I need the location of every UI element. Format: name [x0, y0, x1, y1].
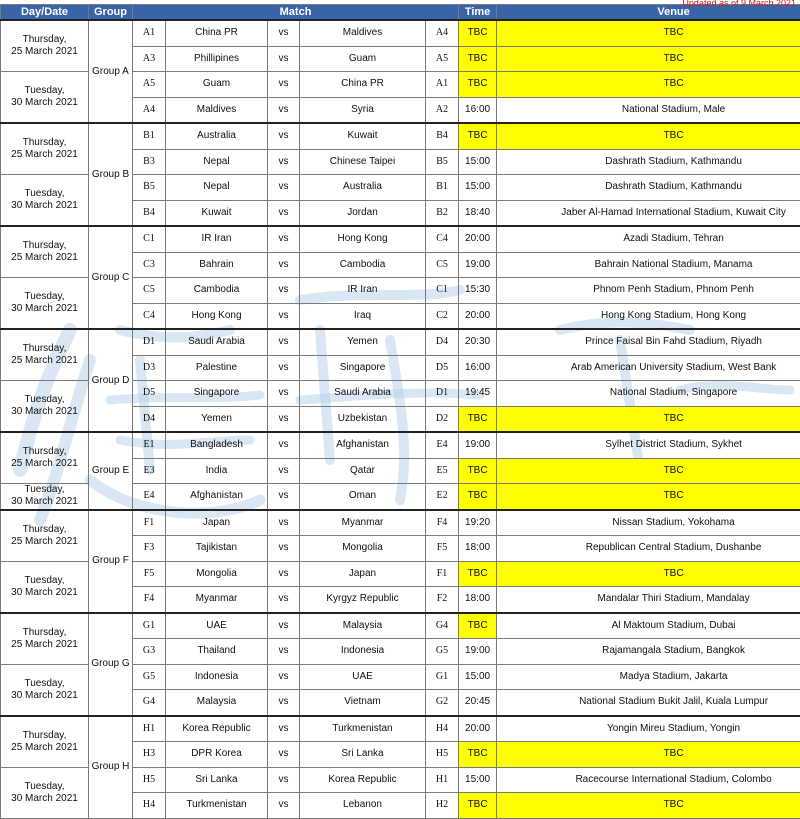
home-code-cell: G4 — [133, 690, 166, 716]
home-team-cell: Guam — [166, 72, 268, 98]
vs-cell: vs — [268, 303, 300, 329]
kickoff-time-cell: 15:30 — [459, 278, 497, 304]
venue-cell: Dashrath Stadium, Kathmandu — [497, 175, 800, 201]
away-code-cell: B5 — [426, 149, 459, 175]
venue-cell: Prince Faisal Bin Fahd Stadium, Riyadh — [497, 329, 800, 355]
group-name-cell: Group F — [89, 510, 133, 613]
away-code-cell: A1 — [426, 72, 459, 98]
match-row — [1, 716, 800, 742]
home-team-cell: Australia — [166, 123, 268, 149]
home-code-cell: C3 — [133, 252, 166, 278]
home-team-cell: Kuwait — [166, 200, 268, 226]
vs-cell: vs — [268, 175, 300, 201]
kickoff-time-cell: 16:00 — [459, 97, 497, 123]
kickoff-time-cell: TBC — [459, 72, 497, 98]
day-date-cell: Tuesday, 30 March 2021 — [1, 484, 89, 510]
home-team-cell: Turkmenistan — [166, 793, 268, 819]
away-code-cell: D2 — [426, 406, 459, 432]
vs-cell: vs — [268, 742, 300, 768]
vs-cell: vs — [268, 406, 300, 432]
venue-cell: Sylhet District Stadium, Sykhet — [497, 432, 800, 458]
vs-cell: vs — [268, 200, 300, 226]
home-team-cell: Cambodia — [166, 278, 268, 304]
kickoff-time-cell: 18:00 — [459, 587, 497, 613]
away-code-cell: A4 — [426, 20, 459, 46]
kickoff-time-cell: TBC — [459, 458, 497, 484]
vs-cell: vs — [268, 716, 300, 742]
away-code-cell: D1 — [426, 381, 459, 407]
header-row — [1, 5, 800, 21]
away-code-cell: F2 — [426, 587, 459, 613]
update-note: Updated as of 9 March 2021 — [682, 0, 796, 8]
home-code-cell: C1 — [133, 226, 166, 252]
venue-cell: TBC — [497, 20, 800, 46]
vs-cell: vs — [268, 20, 300, 46]
home-code-cell: A3 — [133, 46, 166, 72]
home-team-cell: Tajikistan — [166, 536, 268, 562]
group-name-cell: Group G — [89, 613, 133, 716]
away-code-cell: E5 — [426, 458, 459, 484]
home-team-cell: Yemen — [166, 406, 268, 432]
home-code-cell: A4 — [133, 97, 166, 123]
away-code-cell: D5 — [426, 355, 459, 381]
home-code-cell: B3 — [133, 149, 166, 175]
vs-cell: vs — [268, 690, 300, 716]
home-code-cell: D4 — [133, 406, 166, 432]
home-code-cell: H4 — [133, 793, 166, 819]
away-code-cell: G5 — [426, 639, 459, 665]
away-code-cell: C4 — [426, 226, 459, 252]
vs-cell: vs — [268, 561, 300, 587]
away-team-cell: Hong Kong — [300, 226, 426, 252]
venue-cell: Phnom Penh Stadium, Phnom Penh — [497, 278, 800, 304]
vs-cell: vs — [268, 278, 300, 304]
home-team-cell: Nepal — [166, 149, 268, 175]
fixtures-table — [0, 4, 800, 819]
vs-cell: vs — [268, 664, 300, 690]
venue-cell: Nissan Stadium, Yokohama — [497, 510, 800, 536]
away-team-cell: UAE — [300, 664, 426, 690]
vs-cell: vs — [268, 432, 300, 458]
match-row — [1, 613, 800, 639]
venue-cell: Racecourse International Stadium, Colombo — [497, 767, 800, 793]
away-team-cell: Lebanon — [300, 793, 426, 819]
vs-cell: vs — [268, 587, 300, 613]
venue-cell: Madya Stadium, Jakarta — [497, 664, 800, 690]
home-team-cell: Afghanistan — [166, 484, 268, 510]
venue-cell: TBC — [497, 484, 800, 510]
home-team-cell: India — [166, 458, 268, 484]
home-code-cell: F4 — [133, 587, 166, 613]
vs-cell: vs — [268, 381, 300, 407]
venue-cell: National Stadium, Male — [497, 97, 800, 123]
kickoff-time-cell: 19:00 — [459, 639, 497, 665]
day-date-cell: Thursday, 25 March 2021 — [1, 20, 89, 72]
away-team-cell: Australia — [300, 175, 426, 201]
home-code-cell: B1 — [133, 123, 166, 149]
match-row — [1, 329, 800, 355]
home-code-cell: H1 — [133, 716, 166, 742]
away-code-cell: G4 — [426, 613, 459, 639]
vs-cell: vs — [268, 252, 300, 278]
day-date-cell: Tuesday, 30 March 2021 — [1, 561, 89, 613]
vs-cell: vs — [268, 97, 300, 123]
away-team-cell: Iraq — [300, 303, 426, 329]
kickoff-time-cell: 18:40 — [459, 200, 497, 226]
away-code-cell: H1 — [426, 767, 459, 793]
away-team-cell: Cambodia — [300, 252, 426, 278]
home-team-cell: Bahrain — [166, 252, 268, 278]
day-date-cell: Thursday, 25 March 2021 — [1, 329, 89, 381]
vs-cell: vs — [268, 613, 300, 639]
away-code-cell: H4 — [426, 716, 459, 742]
venue-cell: Al Maktoum Stadium, Dubai — [497, 613, 800, 639]
match-row — [1, 20, 800, 46]
away-team-cell: Kyrgyz Republic — [300, 587, 426, 613]
home-code-cell: B5 — [133, 175, 166, 201]
venue-cell: Azadi Stadium, Tehran — [497, 226, 800, 252]
venue-cell: Hong Kong Stadium, Hong Kong — [497, 303, 800, 329]
home-team-cell: Malaysia — [166, 690, 268, 716]
away-team-cell: Mongolia — [300, 536, 426, 562]
kickoff-time-cell: 15:00 — [459, 149, 497, 175]
venue-cell: Yongin Mireu Stadium, Yongin — [497, 716, 800, 742]
away-team-cell: Maldives — [300, 20, 426, 46]
kickoff-time-cell: TBC — [459, 484, 497, 510]
away-team-cell: Turkmenistan — [300, 716, 426, 742]
vs-cell: vs — [268, 639, 300, 665]
home-team-cell: UAE — [166, 613, 268, 639]
venue-cell: Republican Central Stadium, Dushanbe — [497, 536, 800, 562]
day-date-cell: Tuesday, 30 March 2021 — [1, 72, 89, 124]
away-team-cell: Japan — [300, 561, 426, 587]
venue-cell: Jaber Al-Hamad International Stadium, Kuwait City — [497, 200, 800, 226]
vs-cell: vs — [268, 510, 300, 536]
kickoff-time-cell: 20:00 — [459, 303, 497, 329]
header-venue: Venue — [497, 5, 800, 21]
away-team-cell: Yemen — [300, 329, 426, 355]
away-team-cell: Uzbekistan — [300, 406, 426, 432]
kickoff-time-cell: 19:45 — [459, 381, 497, 407]
kickoff-time-cell: TBC — [459, 46, 497, 72]
kickoff-time-cell: TBC — [459, 613, 497, 639]
group-name-cell: Group A — [89, 20, 133, 123]
venue-cell: National Stadium Bukit Jalil, Kuala Lumpur — [497, 690, 800, 716]
away-code-cell: F5 — [426, 536, 459, 562]
home-team-cell: Myanmar — [166, 587, 268, 613]
home-code-cell: E4 — [133, 484, 166, 510]
venue-cell: Mandalar Thiri Stadium, Mandalay — [497, 587, 800, 613]
day-date-cell: Thursday, 25 March 2021 — [1, 432, 89, 484]
away-team-cell: Korea Republic — [300, 767, 426, 793]
away-team-cell: Singapore — [300, 355, 426, 381]
venue-cell: TBC — [497, 406, 800, 432]
day-date-cell: Thursday, 25 March 2021 — [1, 226, 89, 278]
home-code-cell: F3 — [133, 536, 166, 562]
home-code-cell: A5 — [133, 72, 166, 98]
home-team-cell: Korea Republic — [166, 716, 268, 742]
home-code-cell: B4 — [133, 200, 166, 226]
home-team-cell: DPR Korea — [166, 742, 268, 768]
kickoff-time-cell: TBC — [459, 123, 497, 149]
home-team-cell: IR Iran — [166, 226, 268, 252]
away-team-cell: Indonesia — [300, 639, 426, 665]
away-code-cell: A5 — [426, 46, 459, 72]
home-team-cell: Indonesia — [166, 664, 268, 690]
vs-cell: vs — [268, 149, 300, 175]
vs-cell: vs — [268, 793, 300, 819]
vs-cell: vs — [268, 329, 300, 355]
home-team-cell: Palestine — [166, 355, 268, 381]
away-code-cell: E2 — [426, 484, 459, 510]
away-team-cell: Chinese Taipei — [300, 149, 426, 175]
kickoff-time-cell: 19:00 — [459, 252, 497, 278]
away-team-cell: Syria — [300, 97, 426, 123]
away-code-cell: C1 — [426, 278, 459, 304]
match-row — [1, 123, 800, 149]
away-code-cell: H2 — [426, 793, 459, 819]
kickoff-time-cell: TBC — [459, 406, 497, 432]
vs-cell: vs — [268, 458, 300, 484]
venue-cell: National Stadium, Singapore — [497, 381, 800, 407]
day-date-cell: Tuesday, 30 March 2021 — [1, 664, 89, 716]
venue-cell: TBC — [497, 458, 800, 484]
kickoff-time-cell: 20:30 — [459, 329, 497, 355]
vs-cell: vs — [268, 226, 300, 252]
vs-cell: vs — [268, 355, 300, 381]
away-team-cell: Sri Lanka — [300, 742, 426, 768]
venue-cell: Dashrath Stadium, Kathmandu — [497, 149, 800, 175]
kickoff-time-cell: 18:00 — [459, 536, 497, 562]
vs-cell: vs — [268, 72, 300, 98]
venue-cell: TBC — [497, 46, 800, 72]
away-team-cell: Myanmar — [300, 510, 426, 536]
kickoff-time-cell: 20:00 — [459, 226, 497, 252]
away-code-cell: E4 — [426, 432, 459, 458]
home-team-cell: Maldives — [166, 97, 268, 123]
venue-cell: Bahrain National Stadium, Manama — [497, 252, 800, 278]
home-code-cell: E1 — [133, 432, 166, 458]
vs-cell: vs — [268, 123, 300, 149]
away-code-cell: B4 — [426, 123, 459, 149]
home-code-cell: E3 — [133, 458, 166, 484]
header-group: Group — [89, 5, 133, 21]
venue-cell: TBC — [497, 742, 800, 768]
match-row — [1, 226, 800, 252]
vs-cell: vs — [268, 46, 300, 72]
match-row — [1, 510, 800, 536]
away-code-cell: A2 — [426, 97, 459, 123]
away-code-cell: G1 — [426, 664, 459, 690]
kickoff-time-cell: TBC — [459, 793, 497, 819]
home-code-cell: G1 — [133, 613, 166, 639]
home-code-cell: C5 — [133, 278, 166, 304]
header-day-date: Day/Date — [1, 5, 89, 21]
away-team-cell: Guam — [300, 46, 426, 72]
home-code-cell: D1 — [133, 329, 166, 355]
match-row — [1, 432, 800, 458]
venue-cell: Arab American University Stadium, West Bank — [497, 355, 800, 381]
away-code-cell: C2 — [426, 303, 459, 329]
group-name-cell: Group B — [89, 123, 133, 226]
home-team-cell: Hong Kong — [166, 303, 268, 329]
away-team-cell: Oman — [300, 484, 426, 510]
away-code-cell: D4 — [426, 329, 459, 355]
group-name-cell: Group E — [89, 432, 133, 510]
vs-cell: vs — [268, 536, 300, 562]
away-team-cell: IR Iran — [300, 278, 426, 304]
home-team-cell: Sri Lanka — [166, 767, 268, 793]
home-team-cell: Saudi Arabia — [166, 329, 268, 355]
kickoff-time-cell: 16:00 — [459, 355, 497, 381]
fixtures-body — [1, 20, 800, 818]
away-team-cell: China PR — [300, 72, 426, 98]
home-code-cell: D5 — [133, 381, 166, 407]
home-code-cell: F1 — [133, 510, 166, 536]
away-team-cell: Vietnam — [300, 690, 426, 716]
kickoff-time-cell: 19:00 — [459, 432, 497, 458]
day-date-cell: Thursday, 25 March 2021 — [1, 716, 89, 768]
header-match: Match — [133, 5, 459, 21]
group-name-cell: Group D — [89, 329, 133, 432]
home-team-cell: Thailand — [166, 639, 268, 665]
away-team-cell: Qatar — [300, 458, 426, 484]
venue-cell: TBC — [497, 72, 800, 98]
home-code-cell: G5 — [133, 664, 166, 690]
home-team-cell: Japan — [166, 510, 268, 536]
away-code-cell: H5 — [426, 742, 459, 768]
group-name-cell: Group C — [89, 226, 133, 329]
header-time: Time — [459, 5, 497, 21]
away-team-cell: Saudi Arabia — [300, 381, 426, 407]
kickoff-time-cell: TBC — [459, 20, 497, 46]
vs-cell: vs — [268, 484, 300, 510]
day-date-cell: Tuesday, 30 March 2021 — [1, 767, 89, 818]
home-code-cell: A1 — [133, 20, 166, 46]
away-code-cell: C5 — [426, 252, 459, 278]
home-team-cell: Singapore — [166, 381, 268, 407]
day-date-cell: Thursday, 25 March 2021 — [1, 613, 89, 665]
kickoff-time-cell: 15:00 — [459, 767, 497, 793]
away-code-cell: B2 — [426, 200, 459, 226]
venue-cell: Rajamangala Stadium, Bangkok — [497, 639, 800, 665]
away-code-cell: F4 — [426, 510, 459, 536]
venue-cell: TBC — [497, 123, 800, 149]
day-date-cell: Thursday, 25 March 2021 — [1, 510, 89, 562]
home-code-cell: D3 — [133, 355, 166, 381]
away-code-cell: F1 — [426, 561, 459, 587]
home-team-cell: Mongolia — [166, 561, 268, 587]
group-name-cell: Group H — [89, 716, 133, 819]
away-team-cell: Malaysia — [300, 613, 426, 639]
home-code-cell: H5 — [133, 767, 166, 793]
home-code-cell: G3 — [133, 639, 166, 665]
kickoff-time-cell: 20:00 — [459, 716, 497, 742]
kickoff-time-cell: 20:45 — [459, 690, 497, 716]
away-team-cell: Kuwait — [300, 123, 426, 149]
home-team-cell: Bangladesh — [166, 432, 268, 458]
away-code-cell: G2 — [426, 690, 459, 716]
away-code-cell: B1 — [426, 175, 459, 201]
home-code-cell: C4 — [133, 303, 166, 329]
kickoff-time-cell: 15:00 — [459, 664, 497, 690]
home-team-cell: China PR — [166, 20, 268, 46]
kickoff-time-cell: TBC — [459, 561, 497, 587]
home-team-cell: Phillipines — [166, 46, 268, 72]
venue-cell: TBC — [497, 561, 800, 587]
vs-cell: vs — [268, 767, 300, 793]
kickoff-time-cell: 15:00 — [459, 175, 497, 201]
kickoff-time-cell: TBC — [459, 742, 497, 768]
away-team-cell: Jordan — [300, 200, 426, 226]
home-code-cell: H3 — [133, 742, 166, 768]
day-date-cell: Thursday, 25 March 2021 — [1, 123, 89, 175]
day-date-cell: Tuesday, 30 March 2021 — [1, 278, 89, 330]
home-team-cell: Nepal — [166, 175, 268, 201]
day-date-cell: Tuesday, 30 March 2021 — [1, 175, 89, 227]
home-code-cell: F5 — [133, 561, 166, 587]
away-team-cell: Afghanistan — [300, 432, 426, 458]
day-date-cell: Tuesday, 30 March 2021 — [1, 381, 89, 433]
venue-cell: TBC — [497, 793, 800, 819]
kickoff-time-cell: 19:20 — [459, 510, 497, 536]
